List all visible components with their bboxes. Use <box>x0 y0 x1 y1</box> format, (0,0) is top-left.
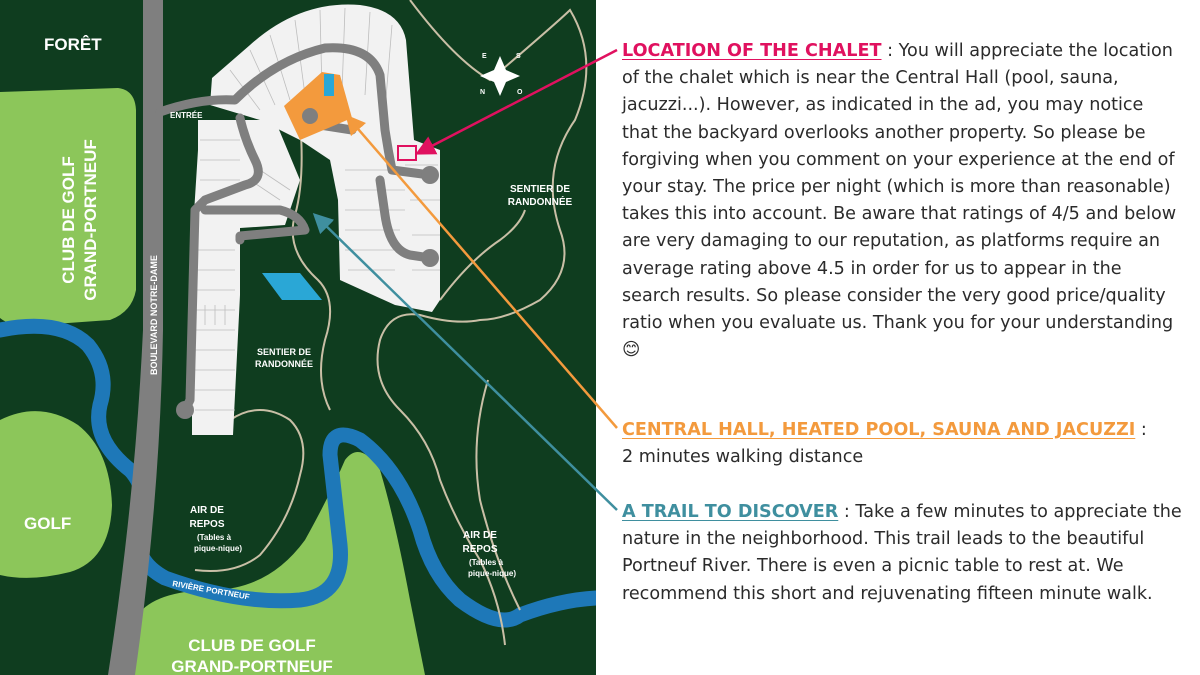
location-sep: : <box>881 41 899 61</box>
river-label: RIVIÈRE PORTNEUF <box>171 579 251 602</box>
golf-south-label-1: CLUB DE GOLF <box>188 636 316 655</box>
repos-west-label-1: AIR DE <box>190 505 224 516</box>
sentier-mid-label-2: RANDONNÉE <box>254 359 314 369</box>
location-paragraph <box>622 38 1182 364</box>
section-trail <box>622 499 1182 608</box>
hall-heading: CENTRAL HALL, HEATED POOL, SAUNA AND JACUZZI <box>622 420 1136 440</box>
compass-n: N <box>480 89 486 96</box>
sentier-mid-label-1: SENTIER DE <box>256 347 312 357</box>
trail-paragraph <box>622 499 1182 608</box>
repos-west-label-4: pique-nique) <box>194 544 242 553</box>
hall-paragraph <box>622 417 1182 471</box>
location-text: You will appreciate the location of the chalet which is near the Central Hall (pool, sauna, jacuzzi...). However, as indicated in the ad, you may notice that the backyard overlooks another property. So please be forgiving when you comment on your experience at the end of your stay. The price per night (which is more than reasonable) takes this into account. Be aware that ratings of 4/5 and below are very damaging to our reputation, as platforms require an average rating above 4.5 in order for us to appear in the search results. So please consider the very good price/quality ratio when you evaluate us. Thank you for your understanding 😊 <box>622 41 1177 361</box>
boulevard-label: BOULEVARD NOTRE-DAME <box>149 255 159 375</box>
repos-east-label-2: REPOS <box>462 544 498 555</box>
hall-sep: : <box>1135 420 1153 440</box>
repos-east-label-1: AIR DE <box>463 530 497 541</box>
foret-label: FORÊT <box>44 35 102 54</box>
trail-heading: A TRAIL TO DISCOVER <box>622 502 839 522</box>
trail-text: Take a few minutes to appreciate the nature in the neighborhood. This trail leads to the beautiful Portneuf River. There is even a picnic table to rest at. We recommend this short and rejuvenating fifteen minute walk. <box>622 502 1182 604</box>
golf-label: GOLF <box>24 514 72 533</box>
repos-west-label-2: REPOS <box>189 519 225 530</box>
golf-south-label-2: GRAND-PORTNEUF <box>171 657 333 675</box>
golf-west-label-2: GRAND-PORTNEUF <box>81 139 100 301</box>
section-location <box>622 38 1182 364</box>
compass-s: S <box>516 53 521 60</box>
location-heading: LOCATION OF THE CHALET <box>622 41 882 61</box>
compass-e: E <box>482 53 487 60</box>
cul-de-sac-3 <box>176 401 194 419</box>
entree-label: ENTRÉE <box>170 111 203 120</box>
hall-text: 2 minutes walking distance <box>622 447 864 468</box>
repos-west-label-3: (Tables à <box>196 533 232 542</box>
compass-o: O <box>517 89 523 96</box>
trail-sep: : <box>838 502 856 522</box>
repos-east-label-3: (Tables à <box>468 558 504 567</box>
golf-west-label-1: CLUB DE GOLF <box>59 156 78 284</box>
repos-east-label-4: pique-nique) <box>468 569 516 578</box>
section-central-hall <box>622 417 1182 471</box>
cul-de-sac-1 <box>421 166 439 184</box>
central-hall-road-loop <box>302 108 318 124</box>
sentier-east-label-1: SENTIER DE <box>509 184 571 195</box>
central-hall-pool <box>324 74 334 96</box>
site-map <box>0 0 596 675</box>
sentier-east-label-2: RANDONNÉE <box>507 197 573 208</box>
cul-de-sac-2 <box>421 249 439 267</box>
